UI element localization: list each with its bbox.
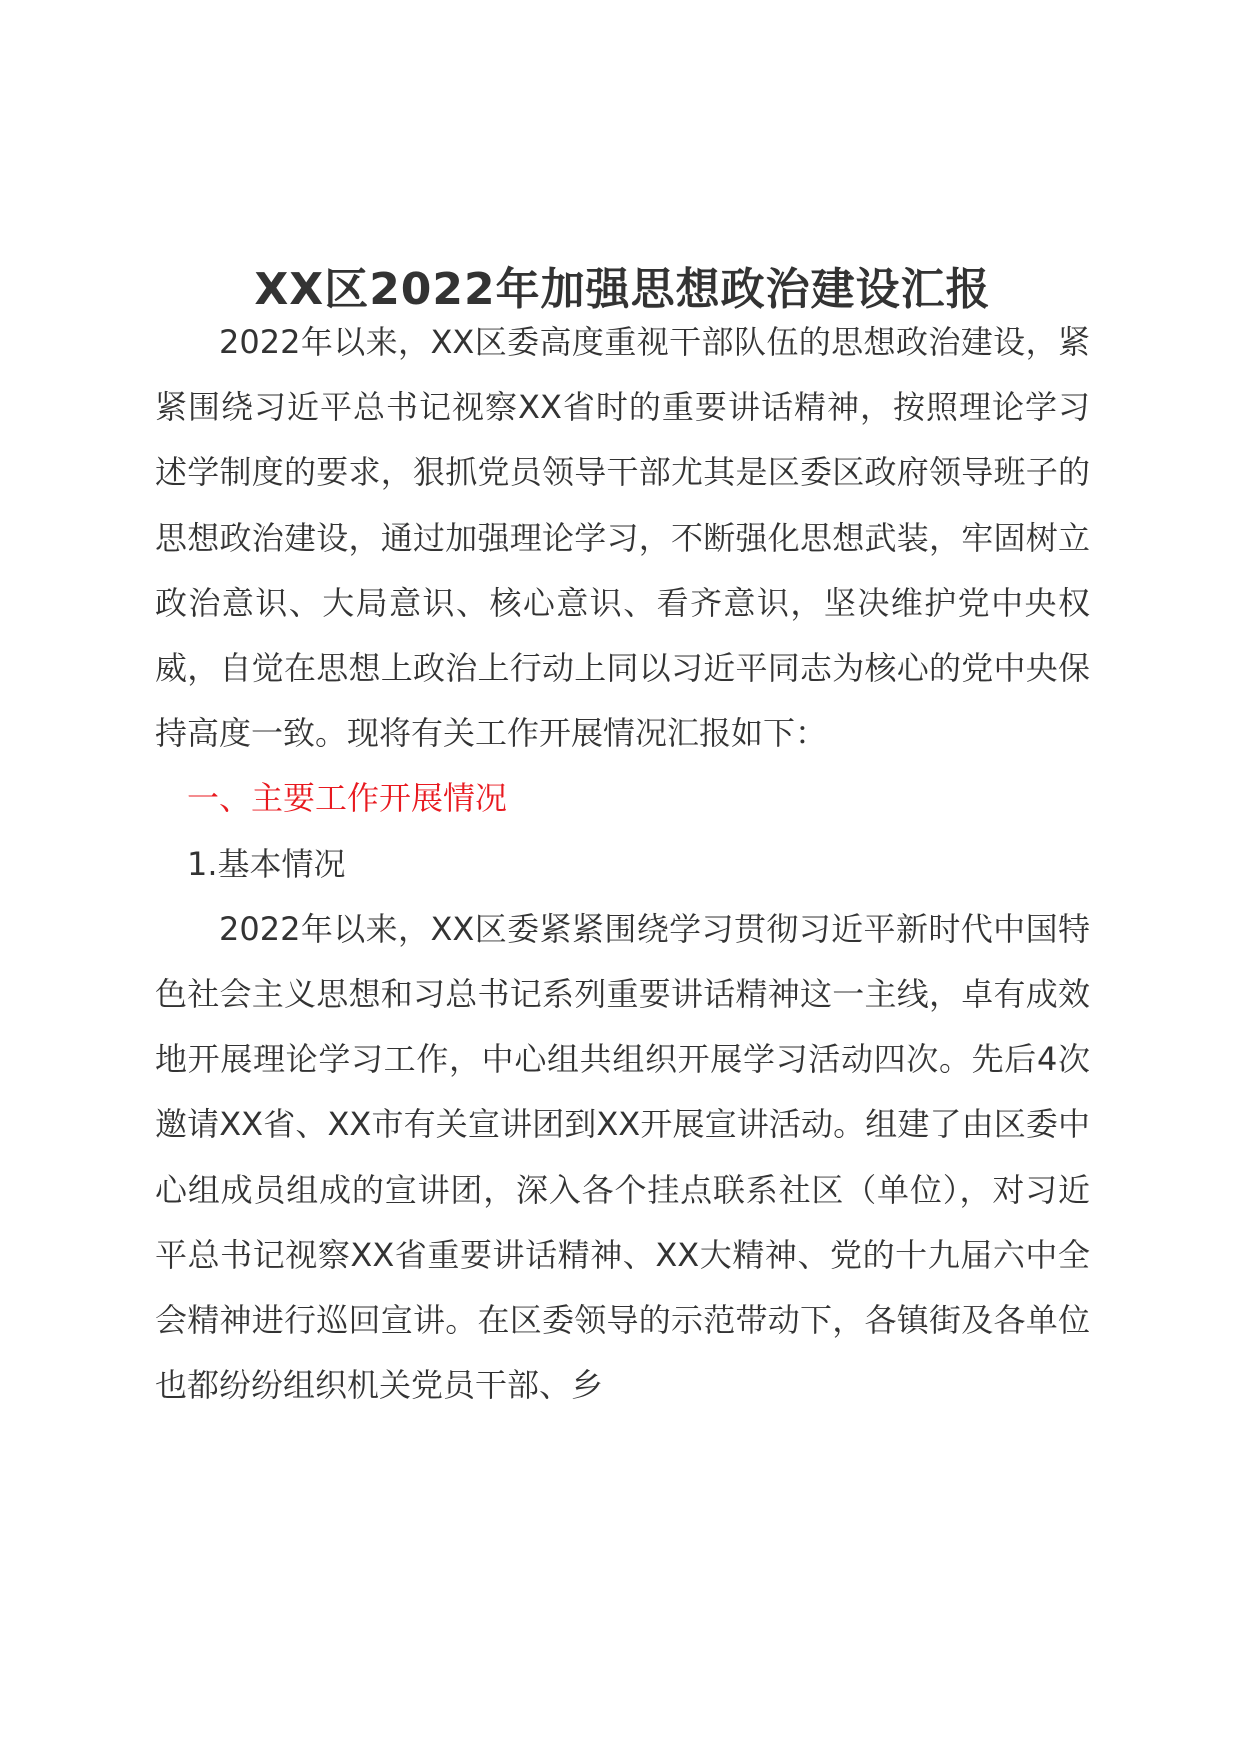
- section-heading: 一、主要工作开展情况: [187, 779, 508, 818]
- body-paragraph: 2022年以来，XX区委紧紧围绕学习贯彻习近平新时代中国特色社会主义思想和习总书记系列重要讲话精神这一主线，卓有成效地开展理论学习工作，中心组共组织开展学习活动四次。先后4次邀请XX省、XX市有关宣讲团到XX开展宣讲活动。组建了由区委中心组成员组成的宣讲团，深入各个挂点联系社区（单位），对习近平总书记视察XX省重要讲话精神、XX大精神、党的十九届六中全会精神进行巡回宣讲。在区委领导的示范带动下，各镇街及各单位也都纷纷组织机关党员干部、乡: [155, 909, 1090, 1405]
- document-title: XX区2022年加强思想政治建设汇报: [254, 264, 991, 316]
- document-body: [155, 310, 1090, 1418]
- intro-paragraph: 2022年以来，XX区委高度重视干部队伍的思想政治建设，紧紧围绕习近平总书记视察XX省时的重要讲话精神，按照理论学习述学制度的要求，狠抓党员领导干部尤其是区委区政府领导班子的思想政治建设，通过加强理论学习，不断强化思想武装，牢固树立政治意识、大局意识、核心意识、看齐意识，坚决维护党中央权威，自觉在思想上政治上行动上同以习近平同志为核心的党中央保持高度一致。现将有关工作开展情况汇报如下：: [155, 323, 1090, 753]
- subsection-heading: 1.基本情况: [187, 844, 346, 883]
